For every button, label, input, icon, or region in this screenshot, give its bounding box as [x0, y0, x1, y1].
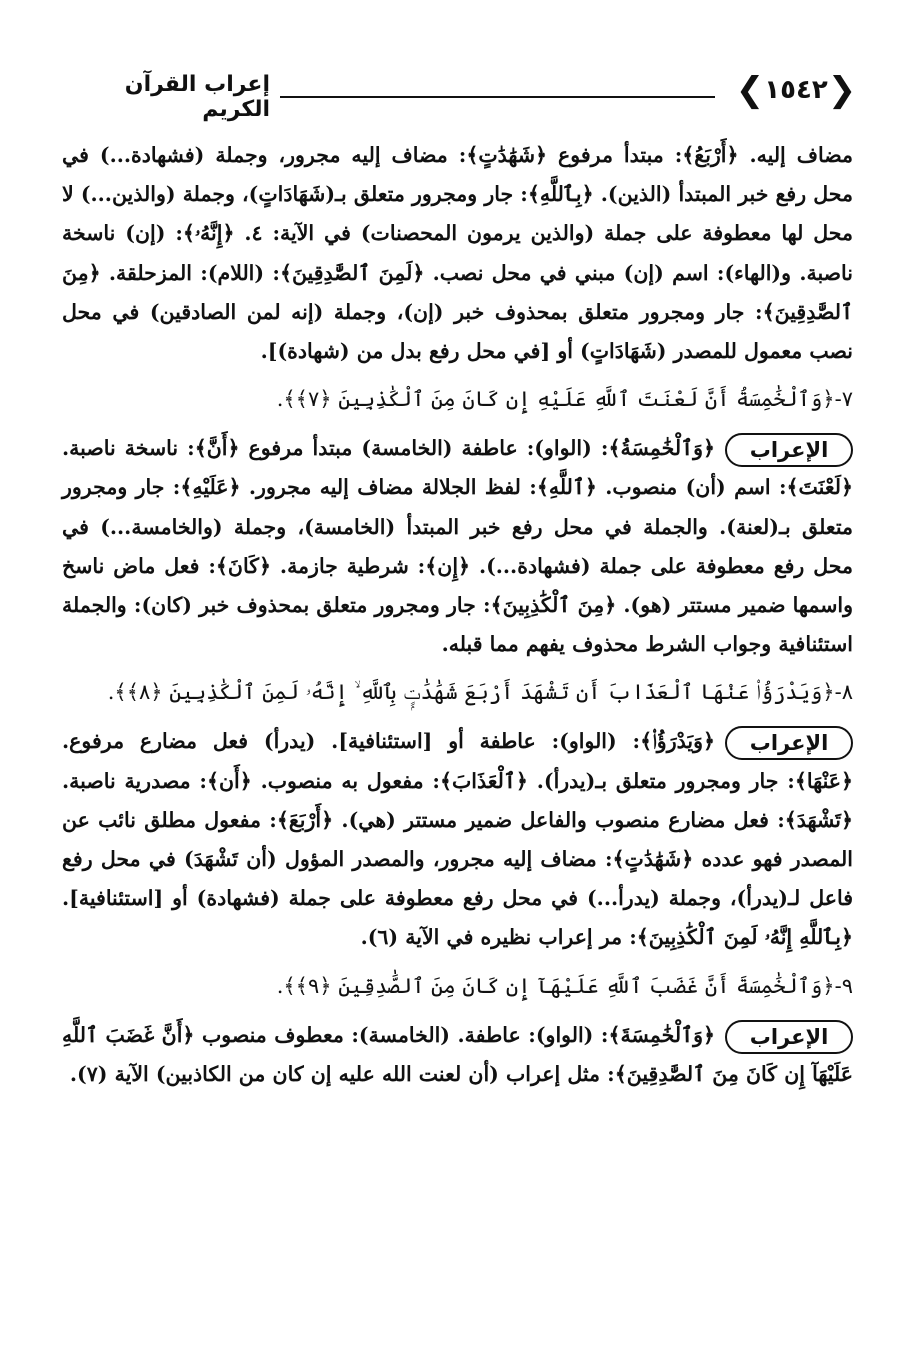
irab-block-9	[62, 1016, 853, 1094]
intro-paragraph: مضاف إليه. ﴿أَرْبَعُ﴾: مبتدأ مرفوع ﴿شَهَٰدَٰتٍ﴾: مضاف إليه مجرور، وجملة (فشهادة...) في محل رفع خبر المبتدأ (الذين). ﴿بِٱللَّهِ﴾: جار ومجرور متعلق بـ(شَهَادَاتٍ)، وجملة (والذين...) لا محل لها معطوفة على جملة (والذين يرمون المحصنات) في الآية: ٤. ﴿إِنَّهُۥ﴾: (إن) ناسخة ناصبة. و(الهاء): اسم (إن) مبني في محل نصب. ﴿لَمِنَ ٱلصَّٰدِقِينَ﴾: (اللام): المزحلقة. ﴿مِنَ ٱلصَّٰدِقِينَ﴾: جار ومجرور متعلق بمحذوف خبر (إن)، وجملة (إنه لمن الصادقين) في محل نصب معمول للمصدر (شَهَادَاتٍ) أو [في محل رفع بدل من (شهادة)].	[62, 143, 853, 364]
page-header	[40, 60, 860, 120]
ornate-bracket-left-icon: ❯	[735, 70, 765, 110]
verse-8: ٨-﴿وَيَدْرَؤُا۟ عَنْهَا ٱلْعَذَابَ أَن تَشْهَدَ أَرْبَعَ شَهَٰدَٰتٍۭ بِٱللَّهِ ۙ إِنَّهُۥ لَمِنَ ٱلْكَٰذِبِينَ ﴿٨﴾﴾.	[107, 680, 853, 705]
irab-badge: الإعراب	[725, 1020, 853, 1054]
verse-7: ٧-﴿وَٱلْخَٰمِسَةُ أَنَّ لَعْنَتَ ٱللَّهِ عَلَيْهِ إِن كَانَ مِنَ ٱلْكَٰذِبِينَ ﴿٧﴾﴾.	[276, 387, 853, 412]
irab-text-9: ﴿وَٱلْخَٰمِسَةَ﴾: (الواو): عاطفة. (الخامسة): معطوف منصوب ﴿أَنَّ غَضَبَ ٱللَّهِ عَلَيْهَآ إِن كَانَ مِنَ ٱلصَّٰدِقِينَ﴾: مثل إعراب (أن لعنت الله عليه إن كان من الكاذبين) الآية (٧).	[62, 1022, 853, 1086]
header-divider	[280, 96, 715, 98]
irab-block-8	[62, 722, 853, 957]
irab-text-7: ﴿وَٱلْخَٰمِسَةُ﴾: (الواو): عاطفة (الخامسة) مبتدأ مرفوع ﴿أَنَّ﴾: ناسخة ناصبة. ﴿لَعْنَتَ﴾: اسم (أن) منصوب. ﴿ٱللَّهِ﴾: لفظ الجلالة مضاف إليه مجرور. ﴿عَلَيْهِ﴾: جار ومجرور متعلق بـ(لعنة). والجملة في محل رفع خبر المبتدأ (الخامسة)، وجملة (والخامسة...) في محل رفع معطوفة على جملة (فشهادة...). ﴿إِن﴾: شرطية جازمة. ﴿كَانَ﴾: فعل ماض ناسخ واسمها ضمير مستتر (هو). ﴿مِنَ ٱلْكَٰذِبِينَ﴾: جار ومجرور متعلق بمحذوف خبر (كان): والجملة استئنافية وجواب الشرط محذوف يفهم مما قبله.	[62, 436, 853, 657]
page-content	[62, 136, 853, 1094]
page-number-text: ١٥٤٢	[764, 75, 828, 105]
irab-badge: الإعراب	[725, 433, 853, 467]
ornate-bracket-right-icon: ❮	[827, 70, 857, 110]
verse-9: ٩-﴿وَٱلْخَٰمِسَةَ أَنَّ غَضَبَ ٱللَّهِ عَلَيْهَآ إِن كَانَ مِنَ ٱلصَّٰدِقِينَ ﴿٩﴾﴾.	[276, 973, 853, 998]
book-title: إعراب القرآن الكريم	[124, 72, 270, 122]
page-number	[732, 68, 860, 112]
irab-text-8: ﴿وَيَدْرَؤُا۟﴾: (الواو): عاطفة أو [استئنافية]. (يدرأ) فعل مضارع مرفوع. ﴿عَنْهَا﴾: جار ومجرور متعلق بـ(يدرأ). ﴿ٱلْعَذَابَ﴾: مفعول به منصوب. ﴿أَن﴾: مصدرية ناصبة. ﴿تَشْهَدَ﴾: فعل مضارع منصوب والفاعل ضمير مستتر (هي). ﴿أَرْبَعَ﴾: مفعول مطلق نائب عن المصدر فهو عدده ﴿شَهَٰدَٰتٍ﴾: مضاف إليه مجرور، والمصدر المؤول (أن تَشْهَدَ) في محل رفع فاعل لـ(يدرأ)، وجملة (يدرأ...) في محل رفع معطوفة على جملة (فشهادة) أو [استئنافية]. ﴿بِٱللَّهِ إِنَّهُۥ لَمِنَ ٱلْكَٰذِبِينَ﴾: مر إعراب نظيره في الآية (٦).	[62, 729, 853, 950]
irab-badge: الإعراب	[725, 726, 853, 760]
irab-block-7	[62, 429, 853, 664]
